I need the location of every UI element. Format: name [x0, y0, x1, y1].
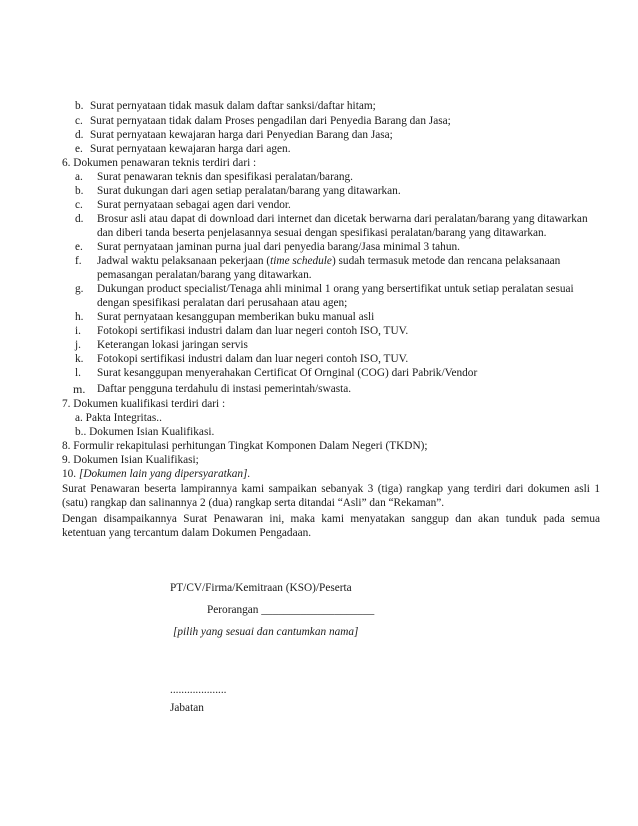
list-item-marker: i. — [75, 325, 81, 337]
list-item: Surat dukungan dari agen setiap peralatan/barang yang ditawarkan. — [97, 185, 401, 197]
list-item: Daftar pengguna terdahulu di instasi pemerintah/swasta. — [97, 383, 352, 395]
list-item-marker: g. — [75, 283, 84, 295]
section-heading: 7. Dokumen kualifikasi terdiri dari : — [62, 398, 226, 410]
list-item: Surat pernyataan tidak masuk dalam daftar sanksi/daftar hitam; — [90, 100, 376, 112]
list-item-marker: m. — [73, 382, 86, 396]
list-item: Surat pernyataan sebagai agen dari vendor. — [97, 199, 291, 211]
paragraph-line: Dengan disampaikannya Surat Penawaran ini, maka kami menyatakan sanggup dan akan tunduk pada semua — [62, 513, 600, 525]
list-item-continuation: pemasangan peralatan/barang yang ditawarkan. — [97, 269, 312, 281]
list-item-marker: f. — [75, 255, 82, 267]
list-item-continuation: dengan spesifikasi peralatan dari perusahaan atau agen; — [97, 297, 348, 309]
list-item: Surat penawaran teknis dan spesifikasi peralatan/barang. — [97, 171, 353, 183]
list-item: Surat pernyataan tidak dalam Proses pengadilan dari Penyedia Barang dan Jasa; — [90, 115, 451, 127]
section-text: [Dokumen lain yang dipersyaratkan]. — [78, 468, 251, 480]
list-item-marker: k. — [75, 353, 84, 365]
list-item-text: ) sudah termasuk metode dan rencana pelaksanaan — [331, 255, 561, 267]
list-item-marker: l. — [75, 367, 81, 379]
section-number: 10. — [62, 468, 77, 480]
signature-line: .................... — [170, 684, 227, 696]
list-item-marker: h. — [75, 311, 84, 323]
list-item: b.. Dokumen Isian Kualifikasi. — [75, 426, 215, 438]
list-item-emphasis: time schedule — [270, 255, 332, 267]
list-item-marker: c. — [75, 115, 83, 127]
list-item: Surat pernyataan kewajaran harga dari Penyedian Barang dan Jasa; — [90, 129, 393, 141]
list-item: Brosur asli atau dapat di download dari internet dan dicetak berwarna dari peralatan/barang yang ditawarkan — [97, 213, 588, 225]
section-10 — [62, 468, 250, 481]
list-item: Dukungan product specialist/Tenaga ahli minimal 1 orang yang bersertifikat untuk setiap peralatan sesuai — [97, 283, 574, 295]
paragraph-line: ketentuan yang tercantum dalam Dokumen Pengadaan. — [62, 527, 312, 539]
list-item-marker: b. — [75, 100, 84, 112]
list-item-marker: e. — [75, 143, 83, 155]
signature-individual: Perorangan ____________________ — [207, 604, 375, 616]
list-item: Surat kesanggupan menyerahakan Certificat Of Ornginal (COG) dari Pabrik/Vendor — [97, 367, 478, 379]
list-item-marker: d. — [75, 129, 84, 141]
list-item: Surat pernyataan jaminan purna jual dari penyedia barang/Jasa minimal 3 tahun. — [97, 241, 460, 253]
list-item-marker: b. — [75, 185, 84, 197]
list-item: Fotokopi sertifikasi industri dalam dan luar negeri contoh ISO, TUV. — [97, 353, 409, 365]
list-item-text: Jadwal waktu pelaksanaan pekerjaan ( — [97, 255, 271, 267]
list-item: Surat pernyataan kesanggupan memberikan buku manual asli — [97, 311, 375, 323]
list-item — [97, 255, 560, 268]
section-9: 9. Dokumen Isian Kualifikasi; — [62, 454, 199, 466]
list-item: Keterangan lokasi jaringan servis — [97, 339, 248, 351]
list-item-marker: j. — [75, 339, 81, 351]
list-item: a. Pakta Integritas.. — [75, 412, 162, 424]
section-8: 8. Formulir rekapitulasi perhitungan Tingkat Komponen Dalam Negeri (TKDN); — [62, 440, 428, 452]
list-item-continuation: dan diberi tanda beserta penjelasannya sesuai dengan spesifikasi peralatan/barang yang ditawarkan. — [97, 227, 547, 239]
paragraph-line: Surat Penawaran beserta lampirannya kami sampaikan sebanyak 3 (tiga) rangkap yang terdiri dari dokumen asli 1 — [62, 483, 600, 495]
signature-entity: PT/CV/Firma/Kemitraan (KSO)/Peserta — [170, 582, 352, 594]
section-heading: 6. Dokumen penawaran teknis terdiri dari : — [62, 157, 257, 169]
list-item: Surat pernyataan kewajaran harga dari agen. — [90, 143, 291, 155]
signature-position: Jabatan — [170, 702, 204, 714]
paragraph-line: (satu) rangkap dan salinannya 2 (dua) rangkap serta ditandai “Asli” dan “Rekaman”. — [62, 497, 445, 509]
list-item-marker: c. — [75, 199, 83, 211]
list-item: Fotokopi sertifikasi industri dalam dan luar negeri contoh ISO, TUV. — [97, 325, 409, 337]
list-item-marker: a. — [75, 171, 83, 183]
list-item-marker: d. — [75, 213, 84, 225]
list-item-marker: e. — [75, 241, 83, 253]
signature-instruction: [pilih yang sesuai dan cantumkan nama] — [173, 626, 359, 638]
